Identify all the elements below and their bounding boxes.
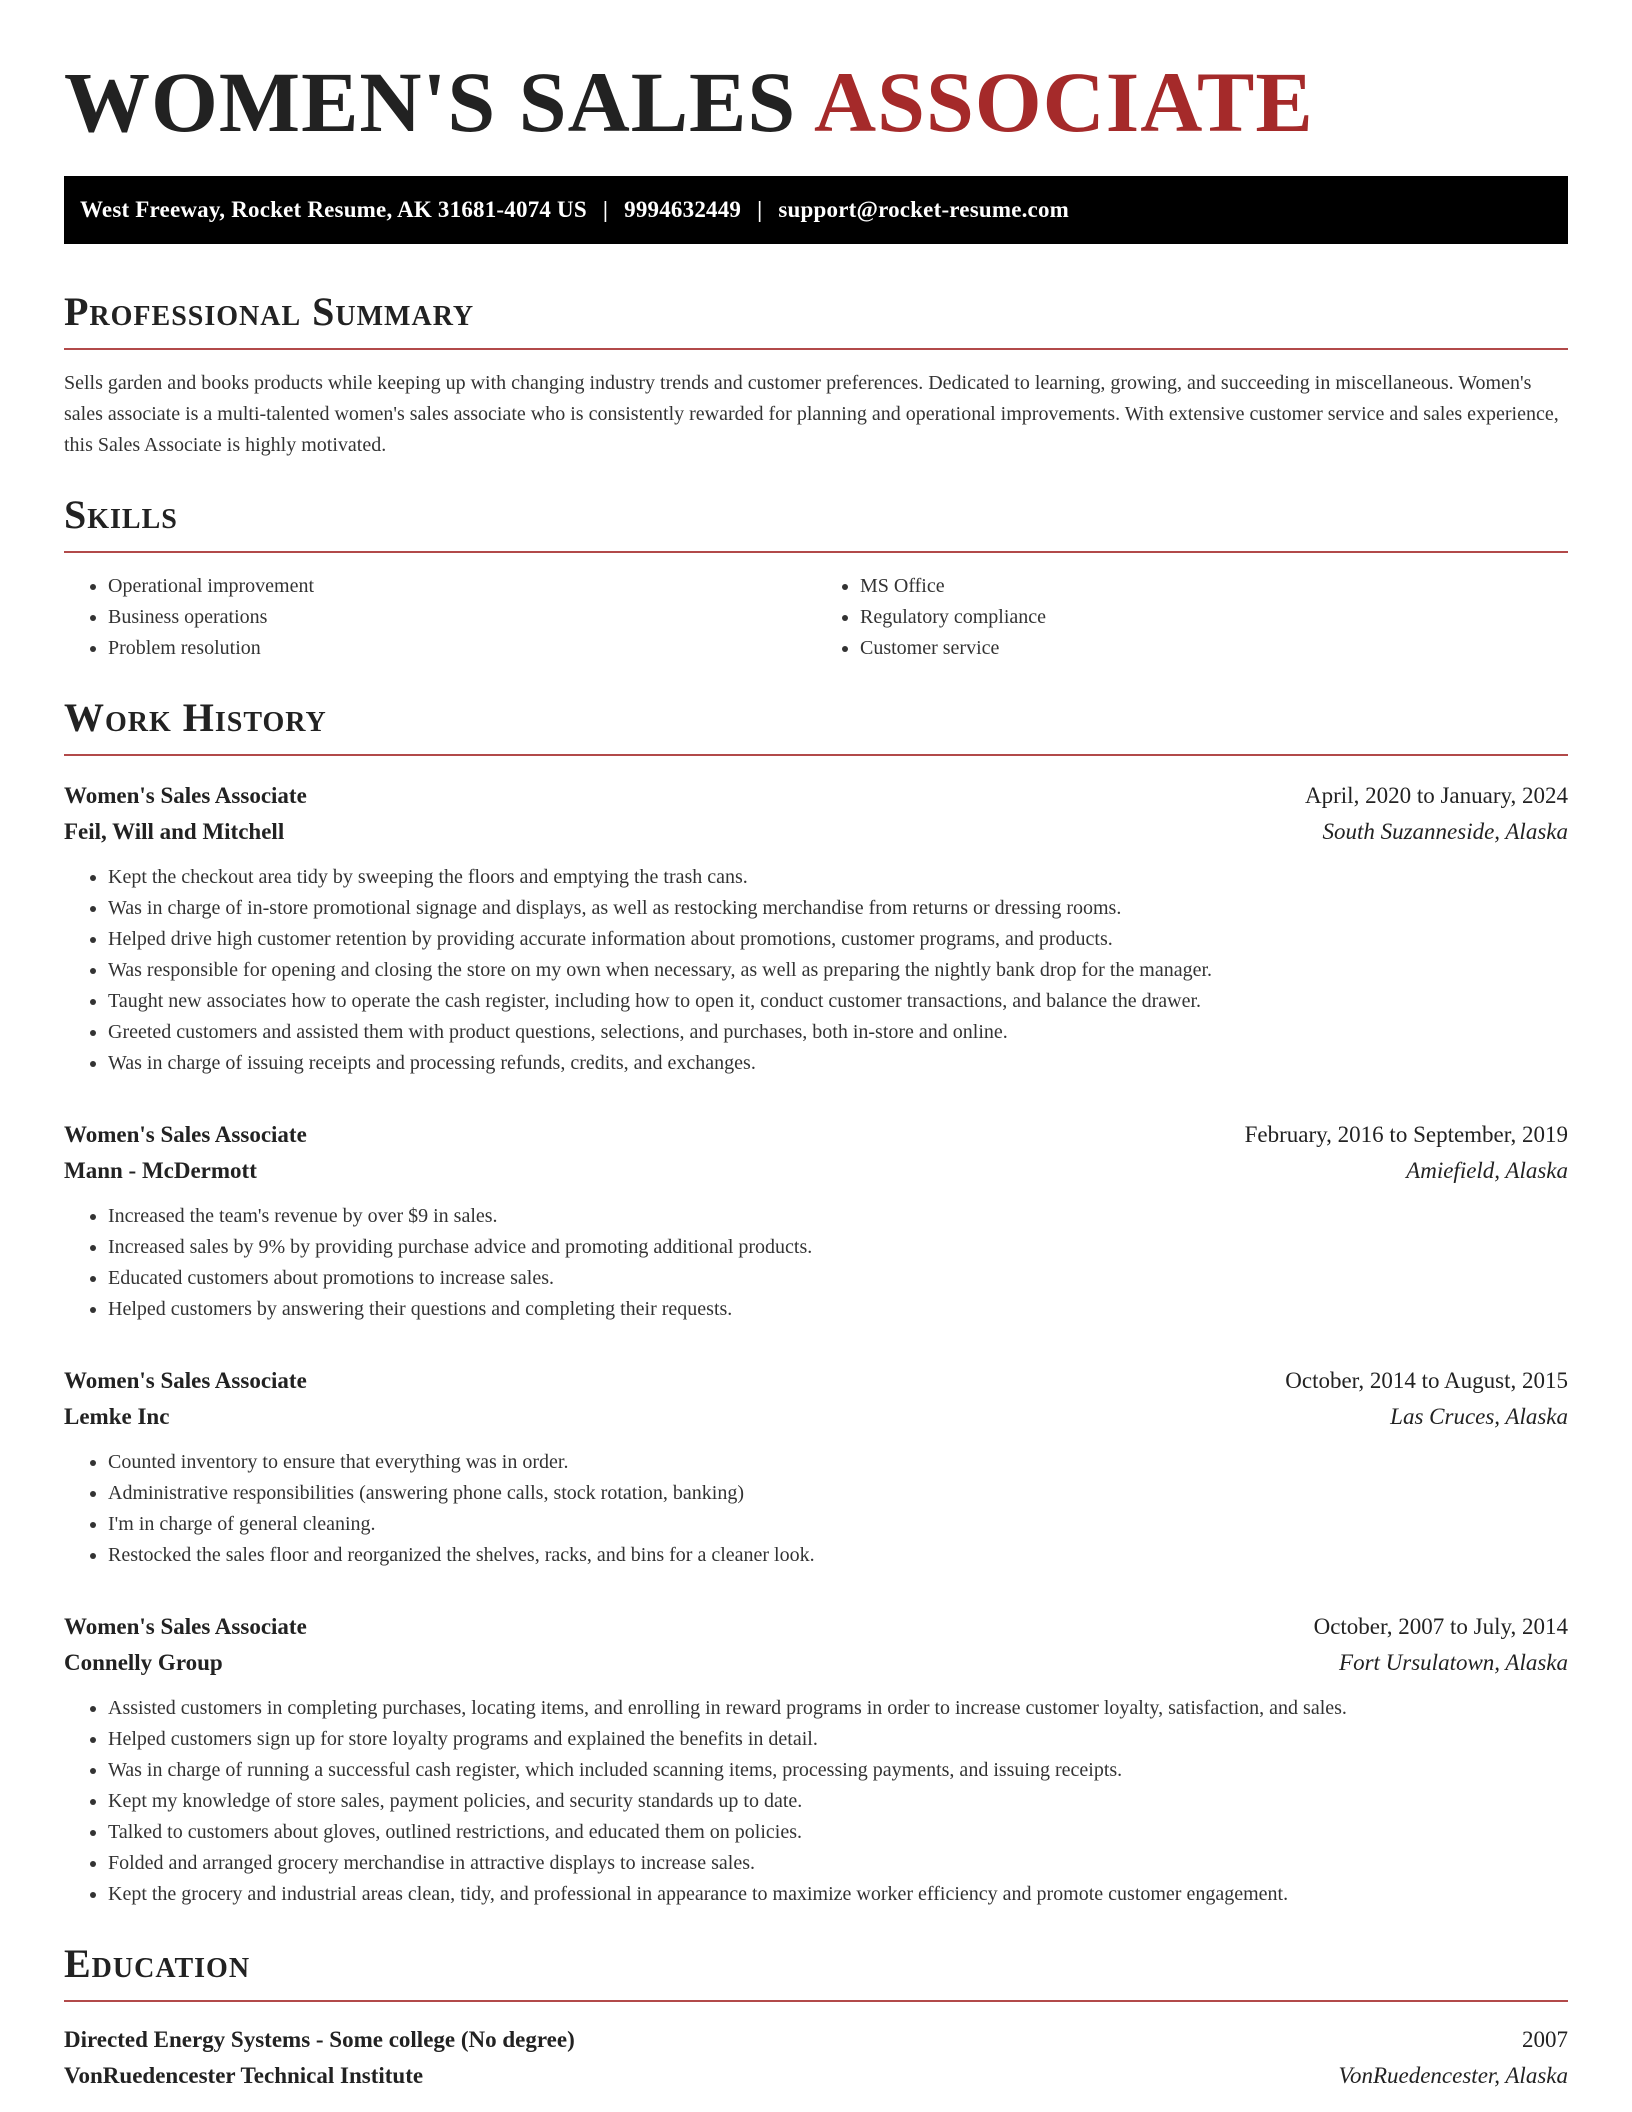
job-company-row — [64, 814, 1568, 850]
job-dates: April, 2020 to January, 2024 — [1305, 783, 1568, 808]
education-location: VonRuedencester, Alaska — [1338, 2063, 1568, 2088]
job-bullet: • Counted inventory to ensure that everything was in order. — [108, 1447, 1568, 1478]
job-company: Lemke Inc — [64, 1404, 170, 1429]
resume-title — [64, 52, 1568, 152]
job-bullet: • Kept my knowledge of store sales, payment policies, and security standards up to date. — [108, 1786, 1568, 1817]
job-role: Women's Sales Associate — [64, 1368, 307, 1393]
job-company-row — [64, 1153, 1568, 1189]
job-bullet: • Was responsible for opening and closing the store on my own when necessary, as well as preparing the nightly bank drop for the manager. — [108, 955, 1568, 986]
job-bullets — [64, 1693, 1568, 1910]
job-location: Fort Ursulatown, Alaska — [1339, 1650, 1568, 1675]
skill-item: • Operational improvement — [108, 571, 816, 602]
skills-list-left — [64, 571, 816, 664]
job-bullet: • Assisted customers in completing purchases, locating items, and enrolling in reward programs in order to increase customer loyalty, satisfaction, and sales. — [108, 1693, 1568, 1724]
job-header-row — [64, 1363, 1568, 1399]
job-company: Mann - McDermott — [64, 1158, 257, 1183]
job-role: Women's Sales Associate — [64, 1122, 307, 1147]
title-accent: ASSOCIATE — [814, 54, 1314, 150]
job-bullet: • Greeted customers and assisted them with product questions, selections, and purchases, both in-store and online. — [108, 1017, 1568, 1048]
education-school-row — [64, 2058, 1568, 2094]
section-divider — [64, 754, 1568, 756]
job-role: Women's Sales Associate — [64, 1614, 307, 1639]
job-bullets — [64, 1201, 1568, 1325]
job-bullet: • Kept the grocery and industrial areas clean, tidy, and professional in appearance to maximize worker efficiency and promote customer engagement. — [108, 1879, 1568, 1910]
job-bullet: • Taught new associates how to operate the cash register, including how to open it, conduct customer transactions, and balance the drawer. — [108, 986, 1568, 1017]
job-location: Las Cruces, Alaska — [1390, 1404, 1568, 1429]
professional-summary-section — [64, 288, 1568, 461]
job-company-row — [64, 1399, 1568, 1435]
job-company: Feil, Will and Mitchell — [64, 819, 285, 844]
job-bullet: • Helped drive high customer retention by providing accurate information about promotions, customer programs, and products. — [108, 924, 1568, 955]
job-bullet: • Was in charge of in-store promotional signage and displays, as well as restocking merchandise from returns or dressing rooms. — [108, 893, 1568, 924]
email-text: support@rocket-resume.com — [778, 197, 1070, 222]
contact-separator: | — [757, 197, 763, 222]
job-bullet: • Helped customers by answering their questions and completing their requests. — [108, 1294, 1568, 1325]
job-bullet: • Restocked the sales floor and reorganized the shelves, racks, and bins for a cleaner look. — [108, 1540, 1568, 1571]
section-title: Education — [64, 1941, 251, 1986]
job-entry — [64, 1117, 1568, 1325]
job-bullet: • Increased the team's revenue by over $9 in sales. — [108, 1201, 1568, 1232]
skill-item: • Customer service — [860, 633, 1568, 664]
skill-item: • MS Office — [860, 571, 1568, 602]
job-role: Women's Sales Associate — [64, 783, 307, 808]
job-bullet: • Talked to customers about gloves, outlined restrictions, and educated them on policies. — [108, 1817, 1568, 1848]
section-title: Skills — [64, 492, 178, 537]
section-divider — [64, 551, 1568, 553]
summary-text: Sells garden and books products while keeping up with changing industry trends and customer preferences. Dedicated to learning, growing, and succeeding in miscellaneous. Women's sales associate is a multi-talented women's sales associate who is consistently rewarded for planning and operational improvements. With extensive customer service and sales experience, this Sales Associate is highly motivated. — [64, 372, 1559, 456]
job-location: Amiefield, Alaska — [1406, 1158, 1568, 1183]
skill-item: • Regulatory compliance — [860, 602, 1568, 633]
job-location: South Suzanneside, Alaska — [1322, 819, 1568, 844]
section-title: Work History — [64, 695, 327, 740]
education-school: VonRuedencester Technical Institute — [64, 2063, 424, 2088]
skills-section — [64, 491, 1568, 664]
job-entry — [64, 778, 1568, 1079]
education-header-row — [64, 2022, 1568, 2058]
job-entry — [64, 1363, 1568, 1571]
job-bullets — [64, 862, 1568, 1079]
skills-columns — [64, 571, 1568, 664]
skill-item: • Problem resolution — [108, 633, 816, 664]
job-bullets — [64, 1447, 1568, 1571]
job-bullet: • Helped customers sign up for store loyalty programs and explained the benefits in detail. — [108, 1724, 1568, 1755]
job-dates: October, 2014 to August, 2015 — [1285, 1368, 1568, 1393]
job-bullet: • Increased sales by 9% by providing purchase advice and promoting additional products. — [108, 1232, 1568, 1263]
job-company-row — [64, 1645, 1568, 1681]
job-bullet: • I'm in charge of general cleaning. — [108, 1509, 1568, 1540]
job-header-row — [64, 1117, 1568, 1153]
education-year: 2007 — [1522, 2027, 1568, 2052]
job-bullet: • Educated customers about promotions to increase sales. — [108, 1263, 1568, 1294]
contact-bar — [64, 176, 1568, 244]
work-history-section — [64, 694, 1568, 1910]
job-bullet: • Folded and arranged grocery merchandise in attractive displays to increase sales. — [108, 1848, 1568, 1879]
job-company: Connelly Group — [64, 1650, 223, 1675]
phone-text: 9994632449 — [624, 197, 742, 222]
contact-separator: | — [602, 197, 609, 222]
title-main: WOMEN'S SALES — [64, 54, 797, 150]
job-entry — [64, 1609, 1568, 1910]
address-text: West Freeway, Rocket Resume, AK 31681-4074 US — [80, 197, 587, 222]
section-divider — [64, 348, 1568, 350]
job-dates: February, 2016 to September, 2019 — [1244, 1122, 1568, 1147]
section-title: Professional Summary — [64, 289, 475, 334]
job-header-row — [64, 1609, 1568, 1645]
job-bullet: • Was in charge of issuing receipts and processing refunds, credits, and exchanges. — [108, 1048, 1568, 1079]
education-degree: Directed Energy Systems - Some college (No degree) — [64, 2027, 575, 2052]
job-bullet: • Was in charge of running a successful cash register, which included scanning items, processing payments, and issuing receipts. — [108, 1755, 1568, 1786]
job-bullet: • Kept the checkout area tidy by sweeping the floors and emptying the trash cans. — [108, 862, 1568, 893]
job-bullet: • Administrative responsibilities (answering phone calls, stock rotation, banking) — [108, 1478, 1568, 1509]
section-divider — [64, 2000, 1568, 2002]
job-dates: October, 2007 to July, 2014 — [1313, 1614, 1568, 1639]
job-header-row — [64, 778, 1568, 814]
education-entry — [64, 2022, 1568, 2094]
skill-item: • Business operations — [108, 602, 816, 633]
education-section — [64, 1940, 1568, 2094]
skills-list-right — [816, 571, 1568, 664]
